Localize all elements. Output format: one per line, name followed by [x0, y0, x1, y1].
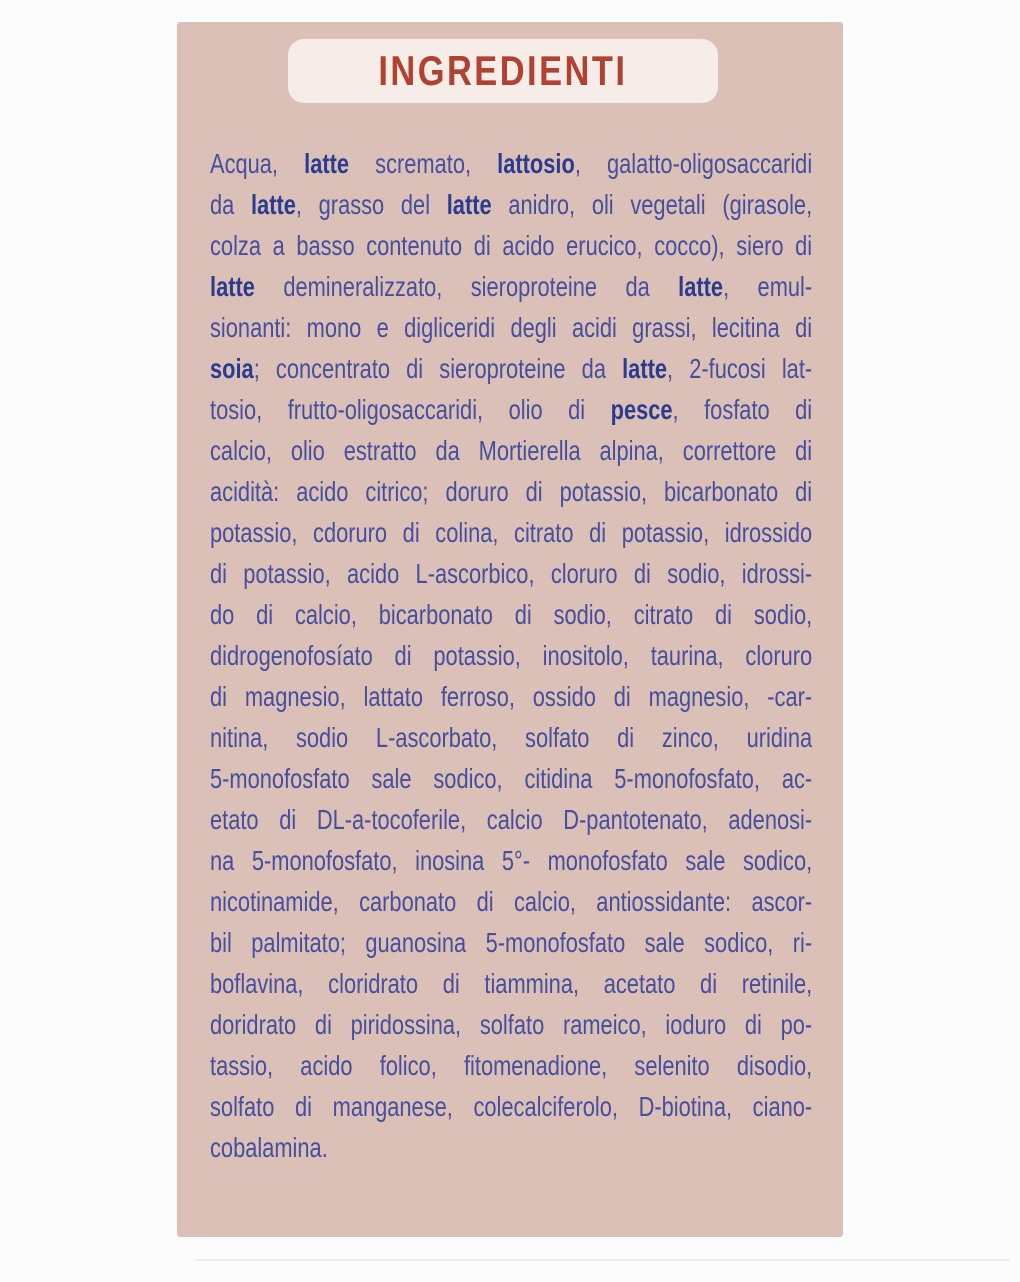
allergen-bold-text: latte: [446, 189, 492, 220]
ingredients-line: [210, 840, 812, 881]
ingredient-text: do di calcio, bicarbonato di sodio, citrato di sodio,: [210, 599, 813, 630]
ingredient-text: di magnesio, lattato ferroso, ossido di magnesio, -car-: [210, 681, 813, 712]
bottom-edge-line: [195, 1259, 1010, 1261]
ingredient-text: 5-monofosfato sale sodico, citidina 5-monofosfato, ac-: [210, 763, 813, 794]
ingredient-text: doridrato di piridossina, solfato rameico, ioduro di po-: [210, 1009, 813, 1040]
ingredients-line: [210, 717, 812, 758]
ingredients-line: [210, 922, 812, 963]
ingredients-line: [210, 307, 812, 348]
allergen-bold-text: latte: [250, 189, 296, 220]
ingredient-text: scremato,: [349, 148, 498, 179]
ingredients-header-box: [288, 39, 718, 103]
ingredients-line: [210, 881, 812, 922]
ingredient-text: acidità: acido citrico; doruro di potassio, bicarbonato di: [210, 476, 813, 507]
ingredients-line: [210, 799, 812, 840]
ingredient-text: di potassio, acido L-ascorbico, cloruro di sodio, idrossi-: [210, 558, 813, 589]
ingredients-line: [210, 143, 812, 184]
ingredients-line: [210, 471, 812, 512]
ingredients-line: [210, 635, 812, 676]
ingredient-text: tosio, frutto-oligosaccaridi, olio di: [210, 394, 611, 425]
ingredients-line: [210, 184, 812, 225]
ingredient-text: didrogenofosíato di potassio, inositolo, taurina, cloruro: [210, 640, 813, 671]
ingredients-line: [210, 594, 812, 635]
ingredient-text: , emul-: [723, 271, 813, 302]
ingredients-line: [210, 1086, 812, 1127]
ingredient-text: calcio, olio estratto da Mortierella alpina, correttore di: [210, 435, 813, 466]
ingredient-text: , 2-fucosi lat-: [667, 353, 813, 384]
allergen-bold-text: latte: [622, 353, 668, 384]
ingredient-text: colza a basso contenuto di acido erucico, cocco), siero di: [210, 230, 813, 261]
ingredient-text: da: [210, 189, 251, 220]
ingredients-line: [210, 430, 812, 471]
ingredient-text: , galatto-oligosaccaridi: [574, 148, 813, 179]
ingredients-line: [210, 1045, 812, 1086]
allergen-bold-text: latte: [678, 271, 724, 302]
ingredients-line: [210, 389, 812, 430]
ingredient-text: , grasso del: [295, 189, 447, 220]
ingredient-text: , fosfato di: [672, 394, 813, 425]
ingredient-text: bil palmitato; guanosina 5-monofosfato sale sodico, ri-: [210, 927, 813, 958]
allergen-bold-text: pesce: [610, 394, 673, 425]
ingredient-text: potassio, cdoruro di colina, citrato di potassio, idrossido: [210, 517, 813, 548]
ingredients-line: [210, 758, 812, 799]
ingredients-line: [210, 266, 812, 307]
ingredient-text: cobalamina.: [210, 1132, 328, 1163]
allergen-bold-text: lattosio: [497, 148, 575, 179]
ingredient-text: solfato di manganese, colecalciferolo, D-biotina, ciano-: [210, 1091, 813, 1122]
ingredient-text: nicotinamide, carbonato di calcio, antiossidante: ascor-: [210, 886, 813, 917]
ingredients-line: [210, 676, 812, 717]
allergen-bold-text: latte: [210, 271, 255, 302]
allergen-bold-text: soia: [210, 353, 254, 384]
allergen-bold-text: latte: [304, 148, 350, 179]
ingredient-text: tassio, acido folico, fitomenadione, selenito disodio,: [210, 1050, 813, 1081]
ingredients-line: [210, 225, 812, 266]
ingredients-line: [210, 963, 812, 1004]
ingredients-title: INGREDIENTI: [378, 47, 628, 94]
ingredient-text: nitina, sodio L-ascorbato, solfato di zinco, uridina: [210, 722, 813, 753]
ingredient-text: boflavina, cloridrato di tiammina, acetato di retinile,: [210, 968, 813, 999]
ingredient-text: etato di DL-a-tocoferile, calcio D-pantotenato, adenosi-: [210, 804, 813, 835]
ingredients-line: [210, 1127, 812, 1168]
ingredients-text: [210, 143, 812, 1168]
ingredient-text: na 5-monofosfato, inosina 5°- monofosfato sale sodico,: [210, 845, 813, 876]
ingredient-text: ; concentrato di sieroproteine da: [253, 353, 623, 384]
ingredients-line: [210, 512, 812, 553]
ingredient-text: Acqua,: [210, 148, 305, 179]
ingredient-text: sionanti: mono e digliceridi degli acidi grassi, lecitina di: [210, 312, 813, 343]
ingredients-panel: [177, 22, 843, 1237]
ingredients-line: [210, 1004, 812, 1045]
ingredient-text: anidro, oli vegetali (girasole,: [491, 189, 813, 220]
ingredients-line: [210, 553, 812, 594]
ingredient-text: demineralizzato, sieroproteine da: [254, 271, 679, 302]
ingredients-line: [210, 348, 812, 389]
